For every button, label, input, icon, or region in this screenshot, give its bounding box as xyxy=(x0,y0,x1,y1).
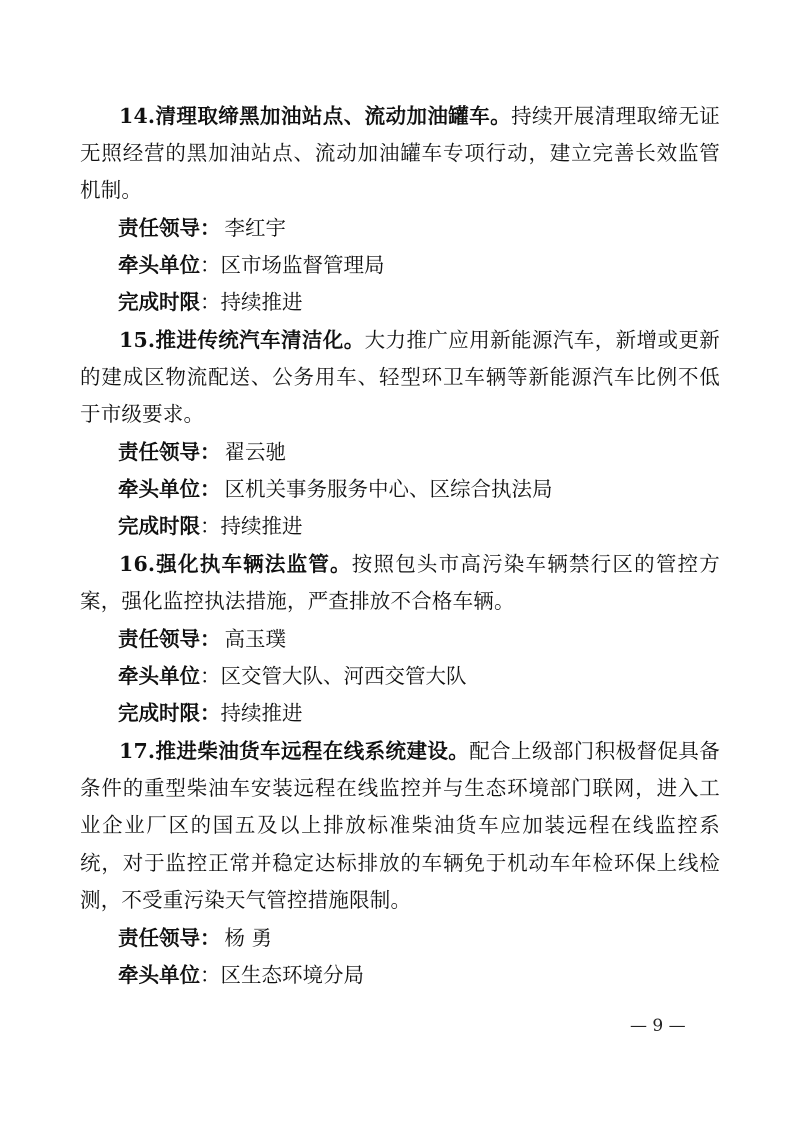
item-15-unit-line xyxy=(118,471,553,508)
item-16-paragraph xyxy=(80,546,720,620)
item-14-unit-line xyxy=(118,247,385,284)
page-number: — 9 — xyxy=(630,1016,686,1036)
item-14-unit-label: 牵头单位 xyxy=(118,253,200,277)
item-14-body: 持续开展清理取缔无证无照经营的黑加油站点、流动加油罐车专项行动，建立完善长效监管机制。 xyxy=(80,104,721,203)
item-16-unit-line xyxy=(118,658,467,695)
item-15-unit-label: 牵头单位： xyxy=(118,477,221,501)
item-17-unit-label: 牵头单位 xyxy=(118,963,200,987)
item-14-deadline: ：持续推进 xyxy=(200,290,303,314)
item-15-leader: 翟云驰 xyxy=(224,440,286,464)
item-16-unit: ：区交管大队、河西交管大队 xyxy=(200,664,467,688)
item-15-paragraph xyxy=(80,322,720,434)
item-15-leader-label: 责任领导： xyxy=(118,440,221,464)
item-15-unit: 区机关事务服务中心、区综合执法局 xyxy=(224,477,553,501)
item-14-deadline-label: 完成时限 xyxy=(118,290,200,314)
item-15-deadline: ：持续推进 xyxy=(200,514,303,538)
item-16-number: 16. xyxy=(119,552,156,576)
item-15-title: 推进传统汽车清洁化。 xyxy=(155,328,365,352)
item-16-leader-label: 责任领导： xyxy=(118,627,221,651)
item-17-paragraph xyxy=(80,733,720,919)
item-14-title: 清理取缔黑加油站点、流动加油罐车。 xyxy=(155,104,512,128)
item-14-leader-label: 责任领导： xyxy=(118,216,221,240)
item-15-leader-line xyxy=(118,434,286,471)
item-16-deadline: 持续推进 xyxy=(220,701,303,725)
item-16-unit-label: 牵头单位 xyxy=(118,664,200,688)
item-16-deadline-line xyxy=(118,695,303,732)
item-15-deadline-line xyxy=(118,508,303,545)
item-16-body: 按照包头市高污染车辆禁行区的管控方案，强化监控执法措施，严查排放不合格车辆。 xyxy=(80,552,720,614)
item-17-unit-line xyxy=(118,957,364,994)
item-17-unit: ：区生态环境分局 xyxy=(200,963,364,987)
item-15-deadline-label: 完成时限 xyxy=(118,514,200,538)
item-17-title: 推进柴油货车远程在线系统建设。 xyxy=(155,739,470,763)
item-16-leader: 高玉璞 xyxy=(224,627,286,651)
item-14-number: 14. xyxy=(119,104,156,128)
item-15-body: 大力推广应用新能源汽车，新增或更新的建成区物流配送、公务用车、轻型环卫车辆等新能源汽车比例不低于市级要求。 xyxy=(80,328,720,427)
item-17-body: 配合上级部门积极督促具备条件的重型柴油车安装远程在线监控并与生态环境部门联网，进入工业企业厂区的国五及以上排放标准柴油货车应加装远程在线监控系统，对于监控正常并稳定达标排放的车辆免于机动车年检环保上线检测，不受重污染天气管控措施限制。 xyxy=(80,739,720,912)
item-17-number: 17. xyxy=(119,739,156,763)
item-17-leader-line xyxy=(118,920,272,957)
item-16-title: 强化执车辆法监管。 xyxy=(155,552,352,576)
item-15-number: 15. xyxy=(119,328,156,352)
item-16-deadline-label: 完成时限： xyxy=(118,701,221,725)
item-17-leader-label: 责任领导： xyxy=(118,926,221,950)
item-14-paragraph xyxy=(80,98,720,210)
item-17-leader: 杨 勇 xyxy=(224,926,273,950)
item-14-unit: ：区市场监督管理局 xyxy=(200,253,385,277)
item-14-leader-line xyxy=(118,210,286,247)
item-16-leader-line xyxy=(118,621,286,658)
item-14-deadline-line xyxy=(118,284,303,321)
item-14-leader: 李红宇 xyxy=(224,216,286,240)
